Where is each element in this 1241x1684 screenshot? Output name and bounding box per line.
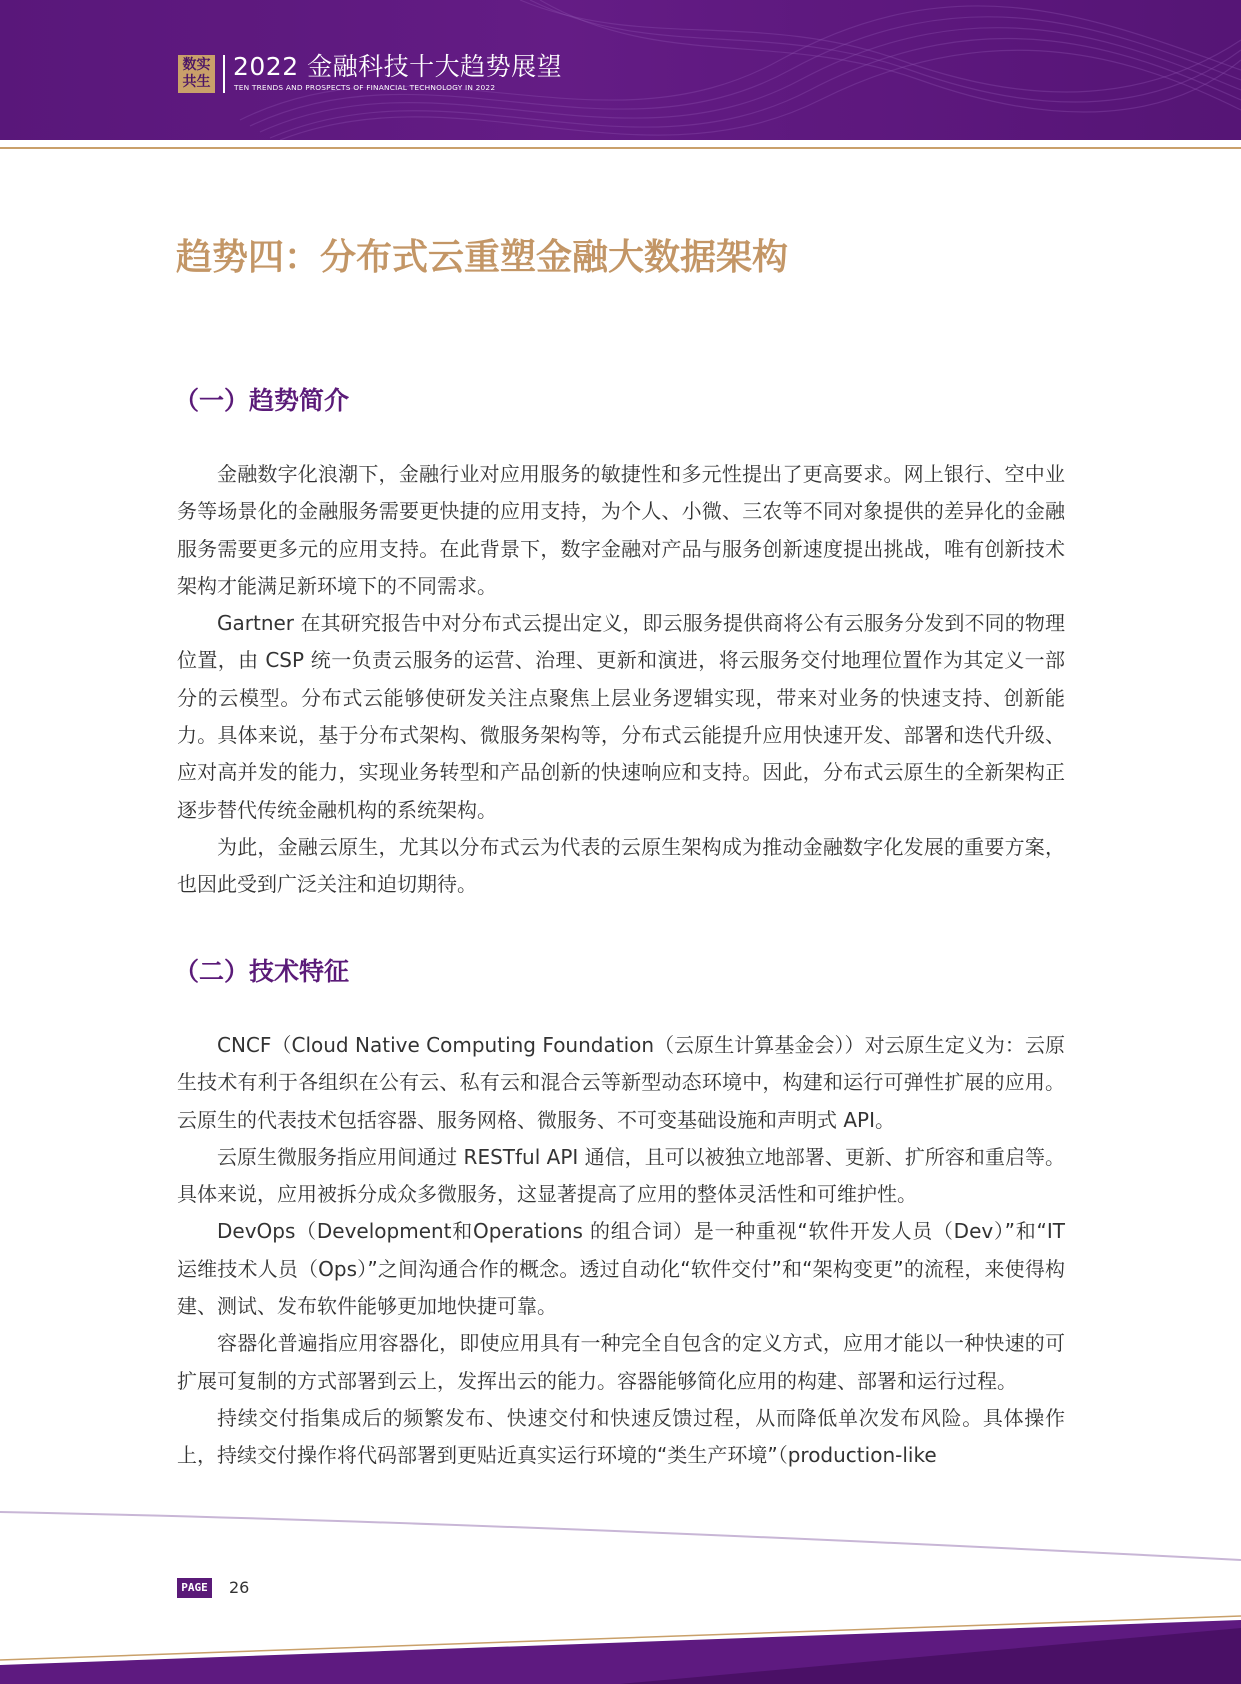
section-heading-intro: （一）趋势简介 [174,386,350,415]
report-subtitle: TEN TRENDS AND PROSPECTS OF FINANCIAL TECHNOLOGY IN 2022 [234,83,496,92]
chapter-title: 趋势四：分布式云重塑金融大数据架构 [176,237,789,278]
paragraph: Gartner 在其研究报告中对分布式云提出定义，即云服务提供商将公有云服务分发到不同的物理位置，由 CSP 统一负责云服务的运营、治理、更新和演进，将云服务交付地理位置作为其定义一部分的云模型。分布式云能够使研发关注点聚焦上层业务逻辑实现，带来对业务的快速支持、创新能力。具体来说，基于分布式架构、微服务架构等，分布式云能提升应用快速开发、部署和迭代升级、应对高并发的能力，实现业务转型和产品创新的快速响应和支持。因此，分布式云原生的全新架构正逐步替代传统金融机构的系统架构。 [177,611,1065,822]
report-title: 2022 金融科技十大趋势展望 [233,52,563,81]
logo-text-line1: 数实 [182,57,211,73]
paragraph: CNCF（Cloud Native Computing Foundation（云原生计算基金会））对云原生定义为：云原生技术有利于各组织在公有云、私有云和混合云等新型动态环境中，构建和运行可弹性扩展的应用。云原生的代表技术包括容器、服务网格、微服务、不可变基础设施和声明式 API。 [177,1033,1065,1132]
section-body-features [177,1027,1065,1475]
page-label: PAGE [177,1578,212,1598]
paragraph: 云原生微服务指应用间通过 RESTful API 通信，且可以被独立地部署、更新、扩所容和重启等。具体来说，应用被拆分成众多微服务，这显著提高了应用的整体灵活性和可维护性。 [177,1144,1065,1207]
paragraph: 容器化普遍指应用容器化，即使应用具有一种完全自包含的定义方式，应用才能以一种快速的可扩展可复制的方式部署到云上，发挥出云的能力。容器能够简化应用的构建、部署和运行过程。 [177,1331,1065,1393]
header-band [0,0,1241,140]
section-heading-features: （二）技术特征 [174,957,350,986]
header-divider [223,55,225,93]
section-body-intro [177,456,1065,904]
paragraph: 金融数字化浪潮下，金融行业对应用服务的敏捷性和多元性提出了更高要求。网上银行、空中业务等场景化的金融服务需要更快捷的应用支持，为个人、小微、三农等不同对象提供的差异化的金融服务需要更多元的应用支持。在此背景下，数字金融对产品与服务创新速度提出挑战，唯有创新技术架构才能满足新环境下的不同需求。 [177,462,1065,598]
paragraph: 为此，金融云原生，尤其以分布式云为代表的云原生架构成为推动金融数字化发展的重要方案，也因此受到广泛关注和迫切期待。 [177,834,1065,897]
logo-badge [178,55,215,93]
paragraph: 持续交付指集成后的频繁发布、快速交付和快速反馈过程，从而降低单次发布风险。具体操作上，持续交付操作将代码部署到更贴近真实运行环境的“类生产环境”（production-like [177,1405,1065,1468]
paragraph: DevOps（Development和Operations 的组合词）是一种重视“软件开发人员（Dev）”和“IT 运维技术人员（Ops）”之间沟通合作的概念。透过自动化“软件交付”和“架构变更”的流程，来使得构建、测试、发布软件能够更加地快捷可靠。 [177,1219,1065,1319]
logo-text-line2: 共生 [182,74,211,90]
page-number: 26 [229,1578,250,1597]
header-gold-rule [0,147,1241,149]
